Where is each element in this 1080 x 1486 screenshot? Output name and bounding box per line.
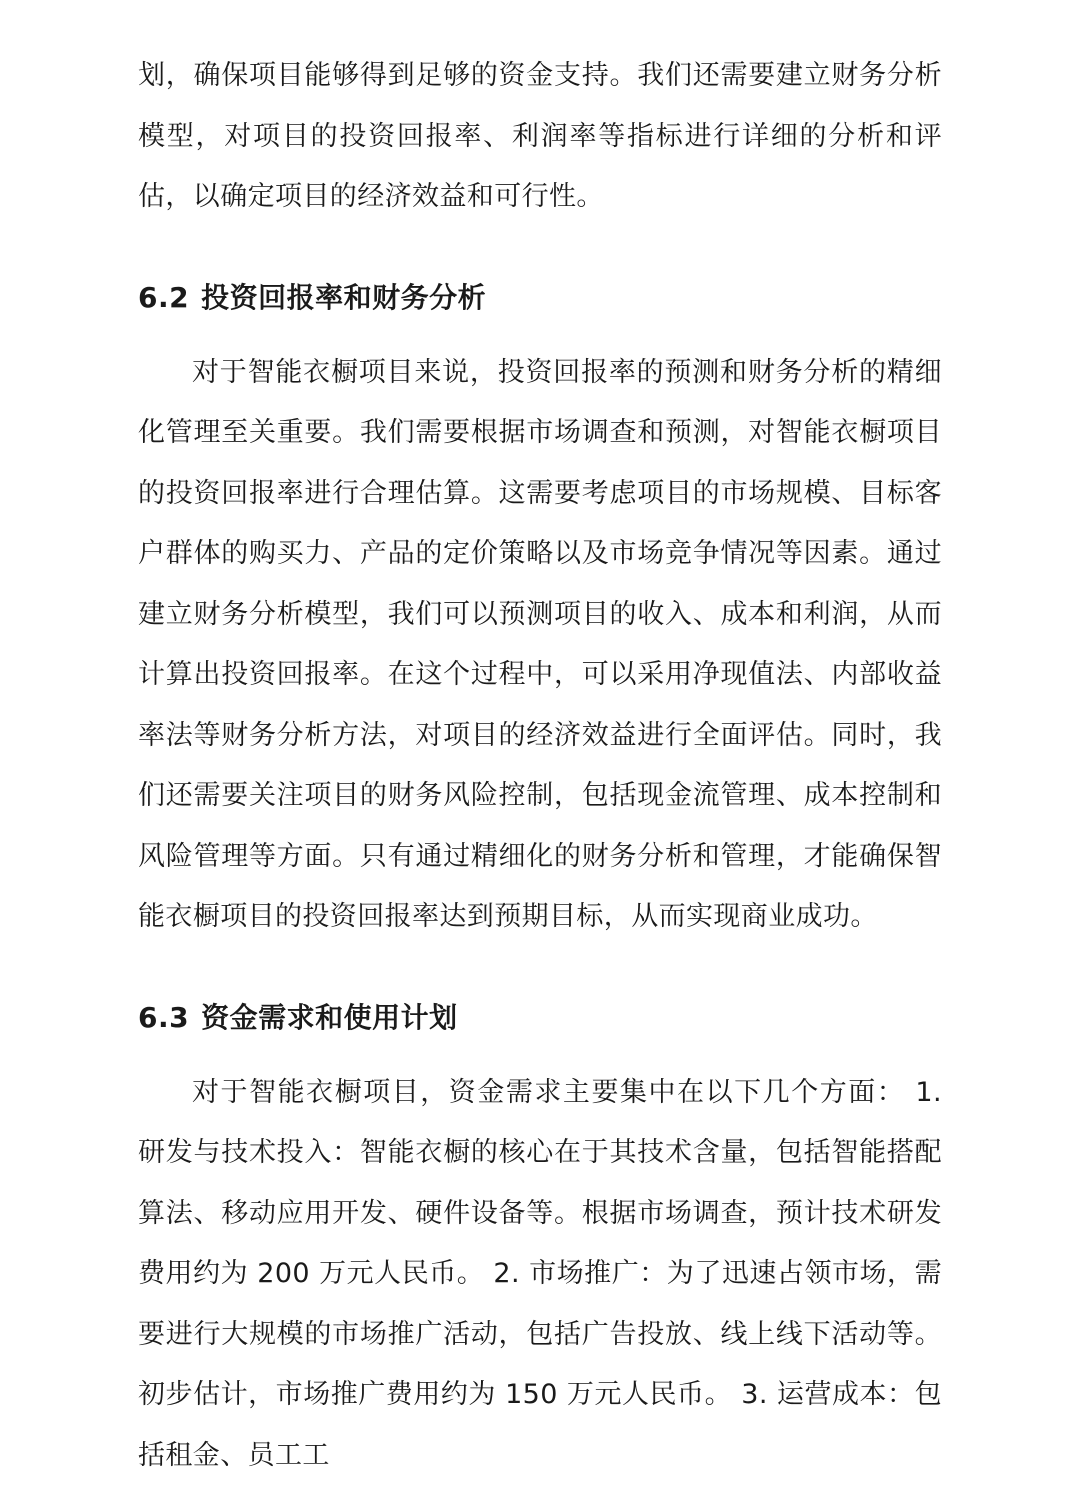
section-6-3-paragraph: 对于智能衣橱项目，资金需求主要集中在以下几个方面： 1. 研发与技术投入：智能衣橱的核心在于其技术含量，包括智能搭配算法、移动应用开发、硬件设备等。根据市场调查，预计技术研发费用约为 200 万元人民币。 2. 市场推广：为了迅速占领市场，需要进行大规模的市场推广活动，包括广告投放、线上线下活动等。初步估计，市场推广费用约为 150 万元人民币。 3. 运营成本：包括租金、员工工	[138, 1063, 942, 1486]
section-number: 6.3	[138, 1001, 189, 1034]
intro-paragraph: 划，确保项目能够得到足够的资金支持。我们还需要建立财务分析模型，对项目的投资回报率、利润率等指标进行详细的分析和评估，以确定项目的经济效益和可行性。	[138, 46, 942, 228]
section-heading-6-2	[138, 268, 942, 328]
section-title: 投资回报率和财务分析	[201, 281, 486, 314]
section-title: 资金需求和使用计划	[201, 1001, 458, 1034]
section-heading-6-3	[138, 988, 942, 1048]
section-number: 6.2	[138, 281, 189, 314]
document-page	[138, 46, 942, 1486]
section-6-2-paragraph: 对于智能衣橱项目来说，投资回报率的预测和财务分析的精细化管理至关重要。我们需要根据市场调查和预测，对智能衣橱项目的投资回报率进行合理估算。这需要考虑项目的市场规模、目标客户群体的购买力、产品的定价策略以及市场竞争情况等因素。通过建立财务分析模型，我们可以预测项目的收入、成本和利润，从而计算出投资回报率。在这个过程中，可以采用净现值法、内部收益率法等财务分析方法，对项目的经济效益进行全面评估。同时，我们还需要关注项目的财务风险控制，包括现金流管理、成本控制和风险管理等方面。只有通过精细化的财务分析和管理，才能确保智能衣橱项目的投资回报率达到预期目标，从而实现商业成功。	[138, 343, 942, 948]
